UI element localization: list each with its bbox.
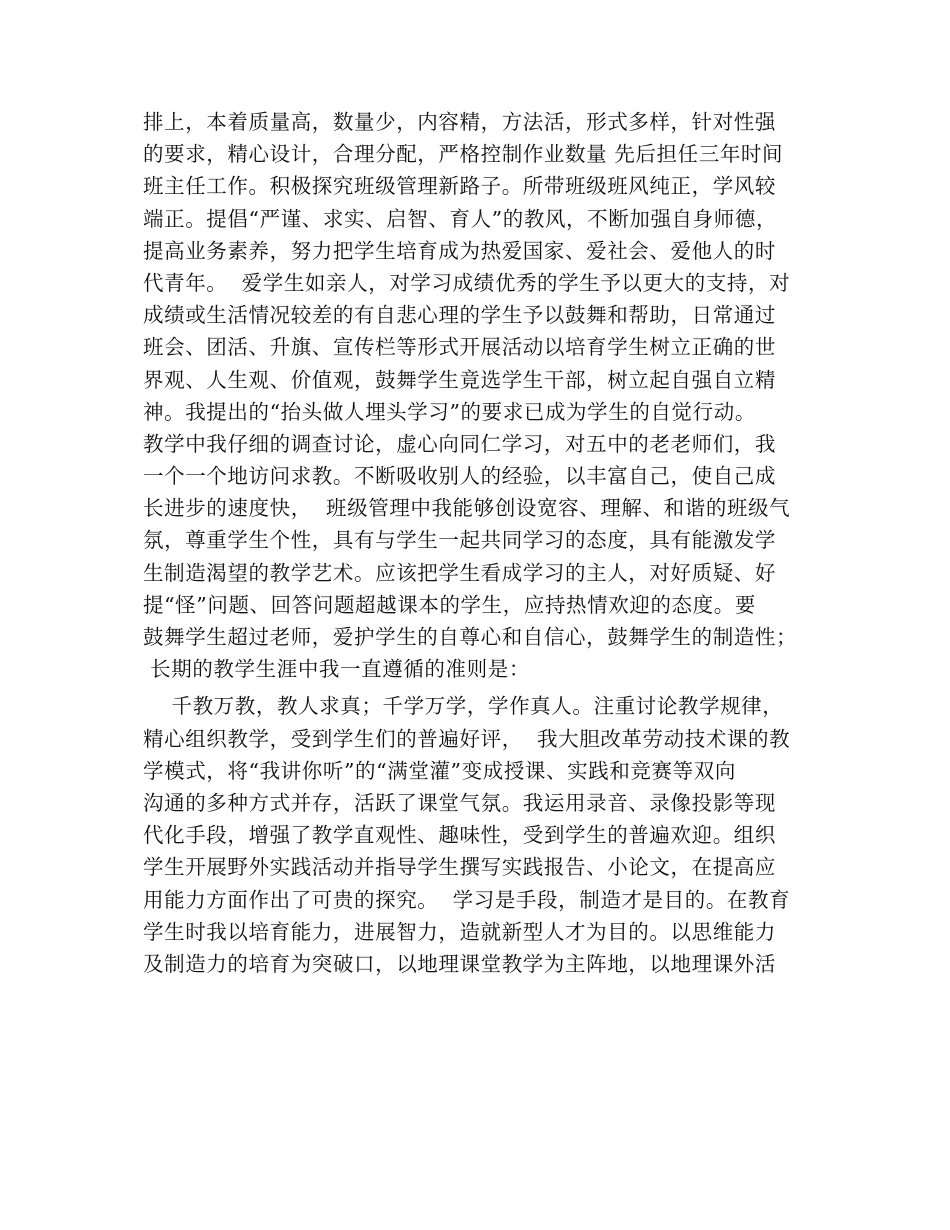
text-line: 学生开展野外实践活动并指导学生撰写实践报告、小论文，在提高应 [143, 855, 776, 880]
text-line: 神。我提出的“抬头做人埋头学习”的要求已成为学生的自觉行动。 [143, 399, 756, 424]
text-line: 班主任工作。积极探究班级管理新路子。所带班级班风纯正，学风较 [143, 174, 776, 199]
text-line: 排上，本着质量高，数量少，内容精，方法活，形式多样，针对性强 [143, 110, 776, 134]
text-line: 沟通的多种方式并存，活跃了课堂气氛。我运用录音、录像投影等现 [143, 790, 776, 815]
text-line: 长期的教学生涯中我一直遵循的准则是： [143, 657, 530, 682]
text-line: 教学中我仔细的调查讨论，虚心向同仁学习，对五中的老老师们，我 [143, 431, 776, 456]
text-line: 及制造力的培育为突破口，以地理课堂教学为主阵地，以地理课外活 [143, 951, 776, 976]
text-line: 学模式，将“我讲你听”的“满堂灌”变成授课、实践和竞赛等双向 [143, 758, 736, 783]
text-line: 代化手段，增强了教学直观性、趣味性，受到学生的普遍欢迎。组织 [143, 823, 776, 848]
text-line: 长进步的速度快， 班级管理中我能够创设宽容、理解、和谐的班级气 [143, 496, 791, 521]
text-line: 的要求，精心设计，合理分配，严格控制作业数量 先后担任三年时间 [143, 142, 784, 167]
text-line: 精心组织教学，受到学生们的普遍好评， 我大胆改革劳动技术课的教 [143, 726, 791, 751]
text-line: 班会、团活、升旗、宣传栏等形式开展活动以培育学生树立正确的世 [143, 335, 776, 360]
text-line: 用能力方面作出了可贵的探究。 学习是手段，制造才是目的。在教育 [143, 887, 791, 912]
text-line: 端正。提倡“严谨、求实、启智、育人”的教风，不断加强自身师德， [143, 206, 778, 231]
text-line: 代青年。 爱学生如亲人，对学习成绩优秀的学生予以更大的支持，对 [143, 270, 791, 295]
text-line: 氛，尊重学生个性，具有与学生一起共同学习的态度，具有能激发学 [143, 528, 776, 553]
text-line: 界观、人生观、价值观，鼓舞学生竟选学生干部，树立起自强自立精 [143, 367, 776, 392]
body-text [143, 106, 813, 980]
text-line: 学生时我以培育能力，进展智力，造就新型人才为目的。以思维能力 [143, 919, 776, 944]
text-line: 一个一个地访问求教。不断吸收别人的经验，以丰富自己，使自己成 [143, 464, 776, 489]
text-line: 成绩或生活情况较差的有自悲心理的学生予以鼓舞和帮助，日常通过 [143, 303, 776, 328]
paragraph-first-line: 千教万教，教人求真；千学万学，学作真人。注重讨论教学规律， [143, 694, 784, 719]
text-line: 鼓舞学生超过老师，爱护学生的自尊心和自信心，鼓舞学生的制造性； [143, 625, 798, 649]
text-line: 提“怪”问题、回答问题超越课本的学生，应持热情欢迎的态度。要 [143, 592, 756, 617]
text-line: 生制造渴望的教学艺术。应该把学生看成学习的主人，对好质疑、好 [143, 560, 776, 585]
text-line: 提高业务素养，努力把学生培育成为热爱国家、爱社会、爱他人的时 [143, 238, 776, 263]
